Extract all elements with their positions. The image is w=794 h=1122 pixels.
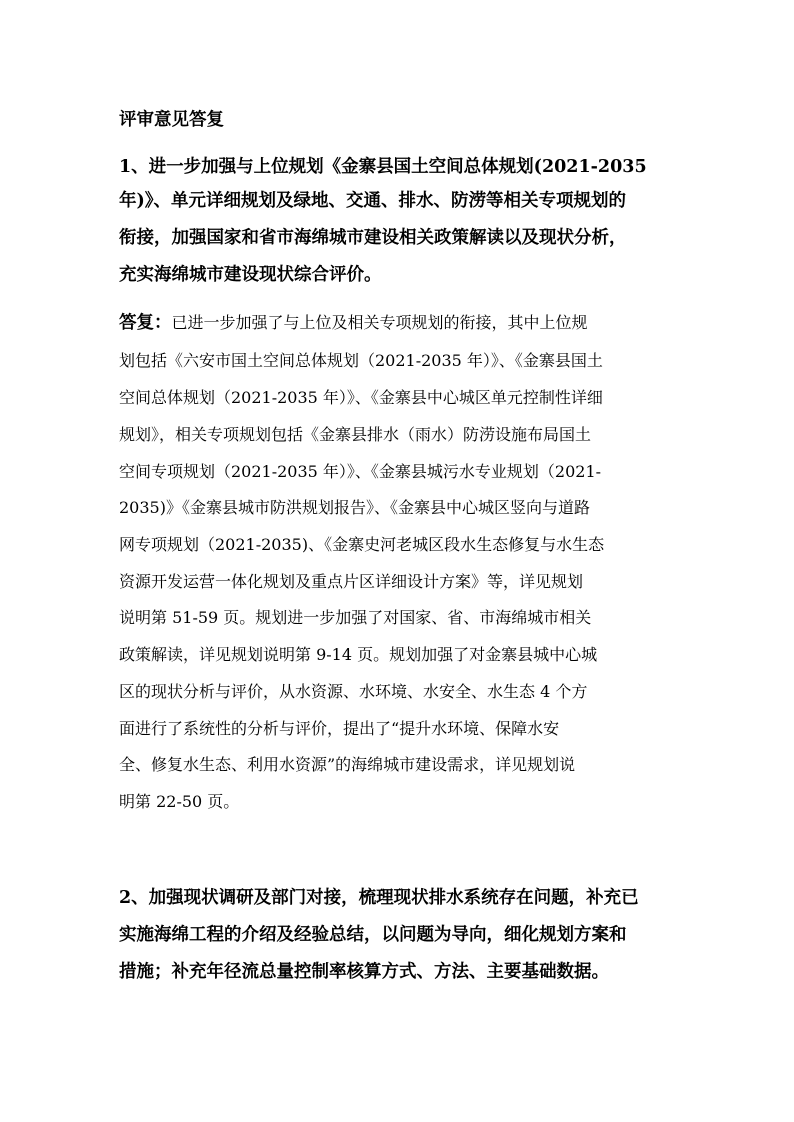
q1-line: 充实海绵城市建设现状综合评价。 [119, 265, 382, 285]
a1-line: 面进行了系统性的分析与评价，提出了“提升水环境、保障水安 [119, 719, 560, 738]
a1-line: 划包括《六安市国土空间总体规划（2021-2035 年）》、《金寨县国土 [119, 351, 603, 370]
a1-line: 全、修复水生态、利用水资源”的海绵城市建设需求，详见规划说 [119, 755, 576, 774]
a1-line: 空间总体规划（2021-2035 年）》、《金寨县中心城区单元控制性详细 [119, 388, 603, 407]
a1-line: 2035)》《金寨县城市防洪规划报告》、《金寨县中心城区竖向与道路 [119, 498, 590, 517]
a1-line: 政策解读，详见规划说明第 9-14 页。规划加强了对金寨县城中心城 [119, 645, 598, 664]
q1-line: 年)》、单元详细规划及绿地、交通、排水、防涝等相关专项规划的 [119, 191, 627, 211]
a1-line: 区的现状分析与评价，从水资源、水环境、水安全、水生态 4 个方 [119, 682, 588, 701]
a1-line: 规划》，相关专项规划包括《金寨县排水（雨水）防涝设施布局国土 [119, 425, 592, 444]
a1-line: 网专项规划（2021-2035)、《金寨史河老城区段水生态修复与水生态 [119, 535, 605, 554]
document-title: 评审意见答复 [119, 110, 224, 130]
a1-first-line [119, 312, 588, 334]
a1-line: 明第 22-50 页。 [119, 792, 240, 811]
a1-line: 说明第 51-59 页。规划进一步加强了对国家、省、市海绵城市相关 [119, 608, 592, 627]
q1-line: 1、进一步加强与上位规划《金寨县国土空间总体规划(2021-2035 [119, 157, 647, 177]
a1-line: 资源开发运营一体化规划及重点片区详细设计方案》等，详见规划 [119, 572, 584, 591]
q2-line: 实施海绵工程的介绍及经验总结，以问题为导向，细化规划方案和 [119, 925, 627, 945]
q1-line: 衔接，加强国家和省市海绵城市建设相关政策解读以及现状分析， [119, 228, 627, 248]
a1-line: 已进一步加强了与上位及相关专项规划的衔接，其中上位规 [171, 313, 588, 332]
a1-line: 空间专项规划（2021-2035 年）》、《金寨县城污水专业规划（2021- [119, 462, 602, 481]
q2-line: 措施；补充年径流总量控制率核算方式、方法、主要基础数据。 [119, 962, 609, 982]
answer-label: 答复： [119, 313, 172, 333]
q2-line: 2、加强现状调研及部门对接，梳理现状排水系统存在问题，补充已 [119, 888, 639, 908]
